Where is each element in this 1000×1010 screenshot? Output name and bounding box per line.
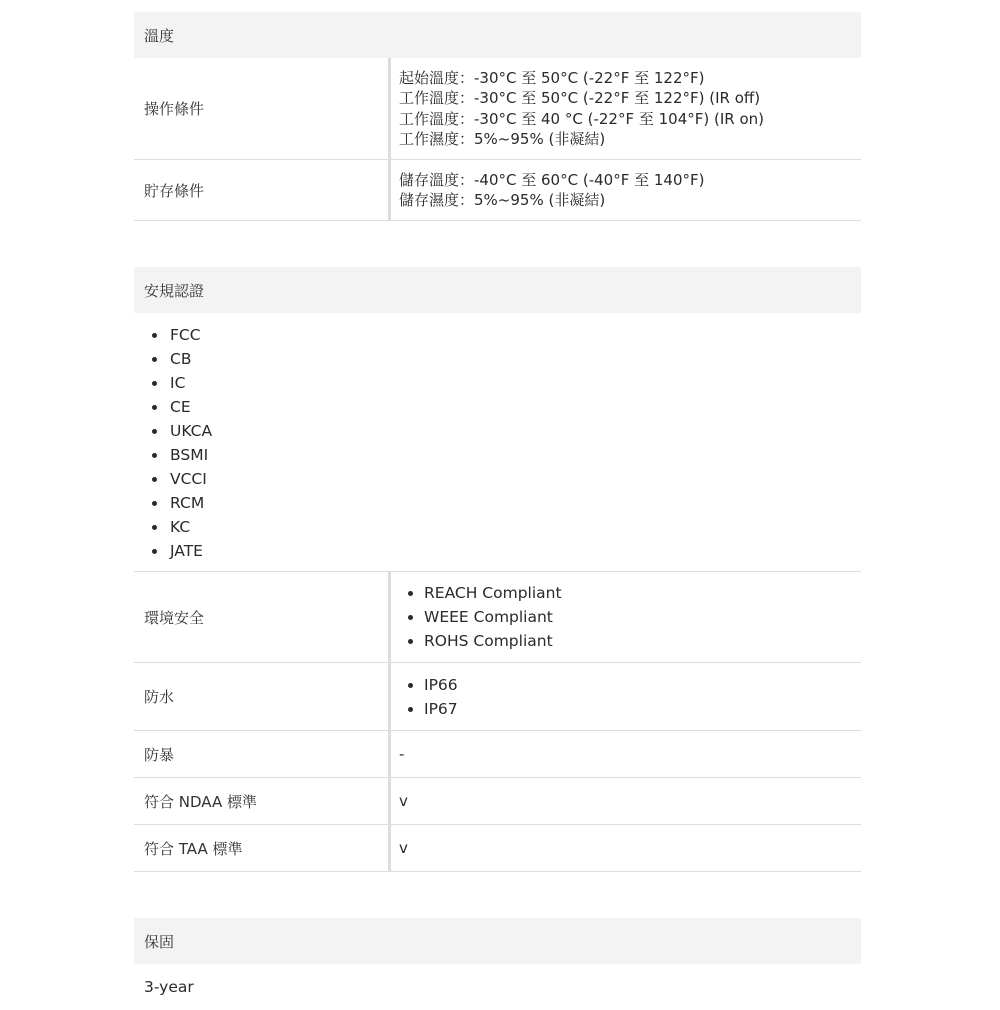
spec-value	[388, 778, 861, 824]
spec-label: 防水	[144, 688, 175, 706]
spec-value-line: v	[399, 791, 408, 810]
spec-value-line: 工作溫度：-30°C 至 50°C (-22°F 至 122°F) (IR off)	[399, 89, 761, 107]
spec-value-line: 儲存濕度：5%~95% (非凝結)	[399, 191, 606, 209]
list-item: UKCA	[134, 419, 861, 443]
spec-label: 環境安全	[144, 608, 205, 627]
spec-value	[388, 160, 861, 220]
list-item: IP66	[399, 673, 861, 697]
spec-value-line: 工作濕度：5%~95% (非凝結)	[399, 130, 606, 148]
spec-row-ndaa	[134, 778, 861, 825]
list-item: FCC	[134, 323, 861, 347]
spec-value	[388, 825, 861, 871]
section-title: 溫度	[144, 26, 175, 45]
section-spacer	[134, 221, 861, 267]
spec-value-line: v	[399, 838, 408, 857]
spec-table	[134, 12, 861, 1010]
spec-row-storage-conditions	[134, 160, 861, 221]
section-header-warranty	[134, 918, 861, 964]
section-header-temperature	[134, 12, 861, 58]
list-item: IP67	[399, 697, 861, 721]
spec-value-line: 起始溫度：-30°C 至 50°C (-22°F 至 122°F)	[399, 68, 705, 87]
certification-list	[134, 313, 861, 572]
list-item: JATE	[134, 539, 861, 563]
spec-value-line: 工作溫度：-30°C 至 40 °C (-22°F 至 104°F) (IR on)	[399, 109, 765, 128]
spec-value	[388, 58, 861, 159]
spec-label: 防暴	[144, 745, 175, 764]
list-item: KC	[134, 515, 861, 539]
section-header-certification	[134, 267, 861, 313]
list-item: ROHS Compliant	[399, 629, 861, 653]
list-item: REACH Compliant	[399, 581, 861, 605]
spec-value-line: -	[399, 744, 405, 763]
spec-row-operating-conditions	[134, 58, 861, 160]
section-spacer	[134, 872, 861, 918]
section-title: 保固	[144, 932, 175, 951]
spec-value	[388, 731, 861, 777]
list-item: VCCI	[134, 467, 861, 491]
spec-label: 操作條件	[144, 100, 205, 118]
spec-row-environment	[134, 572, 861, 663]
list-item: IC	[134, 371, 861, 395]
spec-label: 貯存條件	[144, 181, 205, 200]
spec-label: 符合 TAA 標準	[144, 839, 243, 858]
spec-value-line: 儲存溫度：-40°C 至 60°C (-40°F 至 140°F)	[399, 170, 705, 189]
list-item: CB	[134, 347, 861, 371]
warranty-value: 3-year	[144, 978, 194, 996]
spec-row-explosion-proof	[134, 731, 861, 778]
spec-label: 符合 NDAA 標準	[144, 792, 257, 811]
spec-value	[388, 572, 861, 662]
list-item: RCM	[134, 491, 861, 515]
spec-row-waterproof	[134, 663, 861, 731]
list-item: CE	[134, 395, 861, 419]
list-item: BSMI	[134, 443, 861, 467]
section-title: 安規認證	[144, 281, 205, 300]
spec-value	[388, 663, 861, 730]
spec-row-taa	[134, 825, 861, 872]
list-item: WEEE Compliant	[399, 605, 861, 629]
